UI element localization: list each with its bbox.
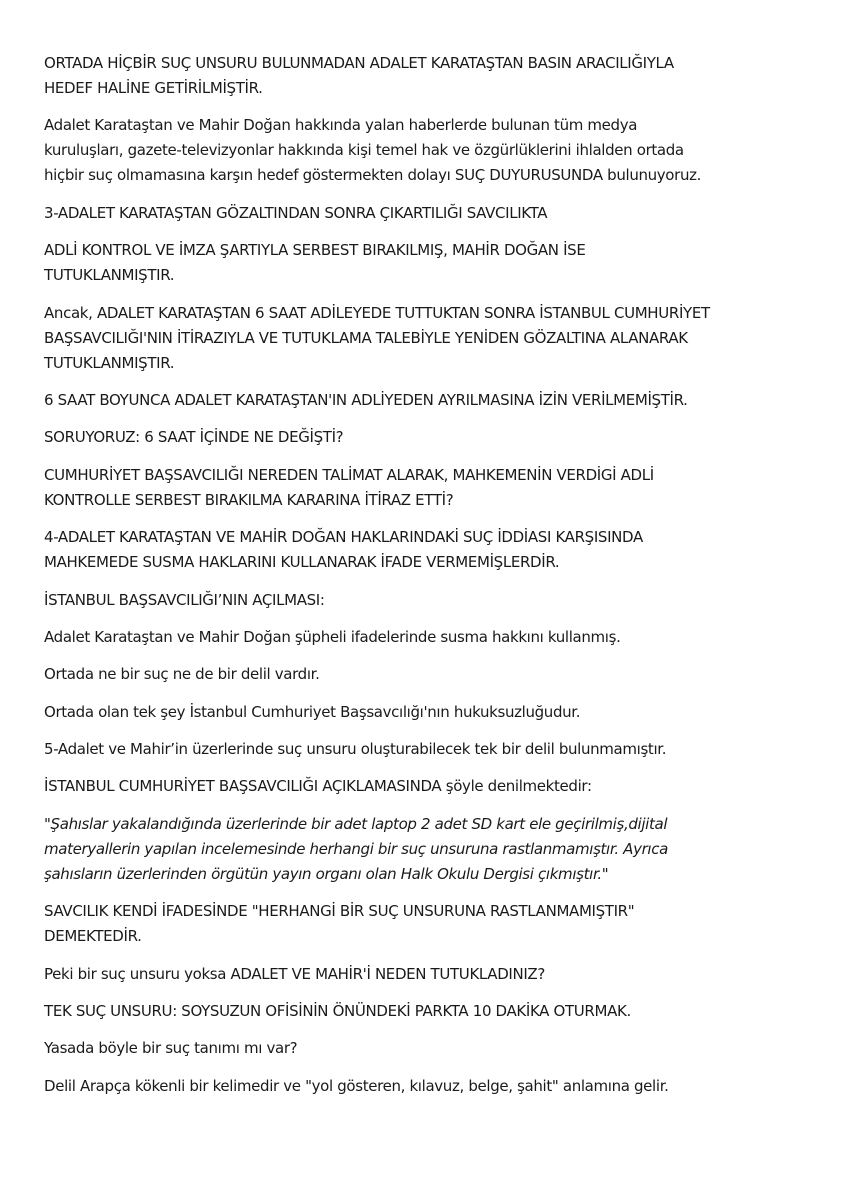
paragraph <box>44 662 808 687</box>
paragraph <box>44 201 808 226</box>
text-line: BAŞSAVCILIĞI'NIN İTİRAZIYLA VE TUTUKLAMA TALEBİYLE YENİDEN GÖZALTINA ALANARAK <box>44 328 688 347</box>
paragraph <box>44 899 808 949</box>
text-line: İSTANBUL BAŞSAVCILIĞI’NIN AÇILMASI: <box>44 590 325 609</box>
text-line: şahısların üzerlerinden örgütün yayın organı olan Halk Okulu Dergisi çıkmıştır." <box>44 864 609 883</box>
text-line: 6 SAAT BOYUNCA ADALET KARATAŞTAN'IN ADLİYEDEN AYRILMASINA İZİN VERİLMEMİŞTİR. <box>44 390 688 409</box>
text-line: TUTUKLANMIŞTIR. <box>44 353 175 372</box>
paragraph <box>44 525 808 575</box>
text-line: Delil Arapça kökenli bir kelimedir ve "yol gösteren, kılavuz, belge, şahit" anlamına gelir. <box>44 1076 669 1095</box>
paragraph <box>44 463 808 513</box>
text-line: Peki bir suç unsuru yoksa ADALET VE MAHİR'İ NEDEN TUTUKLADINIZ? <box>44 964 545 983</box>
paragraph <box>44 388 808 413</box>
text-line: 4-ADALET KARATAŞTAN VE MAHİR DOĞAN HAKLARINDAKİ SUÇ İDDİASI KARŞISINDA <box>44 528 643 547</box>
text-line: "Şahıslar yakalandığında üzerlerinde bir adet laptop 2 adet SD kart ele geçirilmiş,dijital <box>44 814 668 833</box>
paragraph <box>44 51 808 101</box>
paragraph <box>44 962 808 987</box>
paragraph <box>44 1036 808 1061</box>
text-line: Ancak, ADALET KARATAŞTAN 6 SAAT ADİLEYEDE TUTTUKTAN SONRA İSTANBUL CUMHURİYET <box>44 303 710 322</box>
paragraph <box>44 113 808 188</box>
text-line: MAHKEMEDE SUSMA HAKLARINI KULLANARAK İFADE VERMEMİŞLERDİR. <box>44 553 560 572</box>
paragraph <box>44 700 808 725</box>
paragraph <box>44 737 808 762</box>
text-line: HEDEF HALİNE GETİRİLMİŞTİR. <box>44 79 263 97</box>
quoted-statement <box>44 812 808 887</box>
text-line: hiçbir suç olmamasına karşın hedef göstermekten dolayı SUÇ DUYURUSUNDA bulunuyoruz. <box>44 166 702 185</box>
text-line: 5-Adalet ve Mahir’in üzerlerinde suç unsuru oluşturabilecek tek bir delil bulunmamıştır. <box>44 740 667 759</box>
text-line: KONTROLLE SERBEST BIRAKILMA KARARINA İTİRAZ ETTİ? <box>44 490 454 509</box>
paragraph <box>44 1074 808 1099</box>
text-line: Ortada olan tek şey İstanbul Cumhuriyet Başsavcılığı'nın hukuksuzluğudur. <box>44 702 581 721</box>
text-line: ORTADA HİÇBİR SUÇ UNSURU BULUNMADAN ADALET KARATAŞTAN BASIN ARACILIĞIYLA <box>44 54 674 72</box>
text-line: Yasada böyle bir suç tanımı mı var? <box>44 1039 298 1058</box>
text-line: TEK SUÇ UNSURU: SOYSUZUN OFİSİNİN ÖNÜNDEKİ PARKTA 10 DAKİKA OTURMAK. <box>44 1002 631 1021</box>
paragraph <box>44 301 808 376</box>
text-line: materyallerin yapılan incelemesinde herhangi bir suç unsuruna rastlanmamıştır. Ayrıca <box>44 839 668 858</box>
document-body <box>44 51 808 1099</box>
paragraph <box>44 238 808 288</box>
text-line: kuruluşları, gazete-televizyonlar hakkında kişi temel hak ve özgürlüklerini ihlalden ortada <box>44 141 684 160</box>
paragraph <box>44 774 808 799</box>
text-line: CUMHURİYET BAŞSAVCILIĞI NEREDEN TALİMAT ALARAK, MAHKEMENİN VERDİGİ ADLİ <box>44 465 654 484</box>
text-line: Ortada ne bir suç ne de bir delil vardır. <box>44 665 320 684</box>
text-line: SAVCILIK KENDİ İFADESİNDE "HERHANGİ BİR SUÇ UNSURUNA RASTLANMAMIŞTIR" <box>44 902 635 921</box>
text-line: Adalet Karataştan ve Mahir Doğan hakkında yalan haberlerde bulunan tüm medya <box>44 116 638 135</box>
paragraph <box>44 999 808 1024</box>
text-line: Adalet Karataştan ve Mahir Doğan şüpheli ifadelerinde susma hakkını kullanmış. <box>44 627 621 646</box>
text-line: 3-ADALET KARATAŞTAN GÖZALTINDAN SONRA ÇIKARTILIĞI SAVCILIKTA <box>44 203 548 222</box>
text-line: DEMEKTEDİR. <box>44 927 142 946</box>
paragraph <box>44 425 808 450</box>
text-line: ADLİ KONTROL VE İMZA ŞARTIYLA SERBEST BIRAKILMIŞ, MAHİR DOĞAN İSE <box>44 241 586 260</box>
text-line: SORUYORUZ: 6 SAAT İÇİNDE NE DEĞİŞTİ? <box>44 428 344 447</box>
paragraph <box>44 588 808 613</box>
paragraph <box>44 625 808 650</box>
text-line: İSTANBUL CUMHURİYET BAŞSAVCILIĞI AÇIKLAMASINDA şöyle denilmektedir: <box>44 777 592 796</box>
text-line: TUTUKLANMIŞTIR. <box>44 266 175 285</box>
